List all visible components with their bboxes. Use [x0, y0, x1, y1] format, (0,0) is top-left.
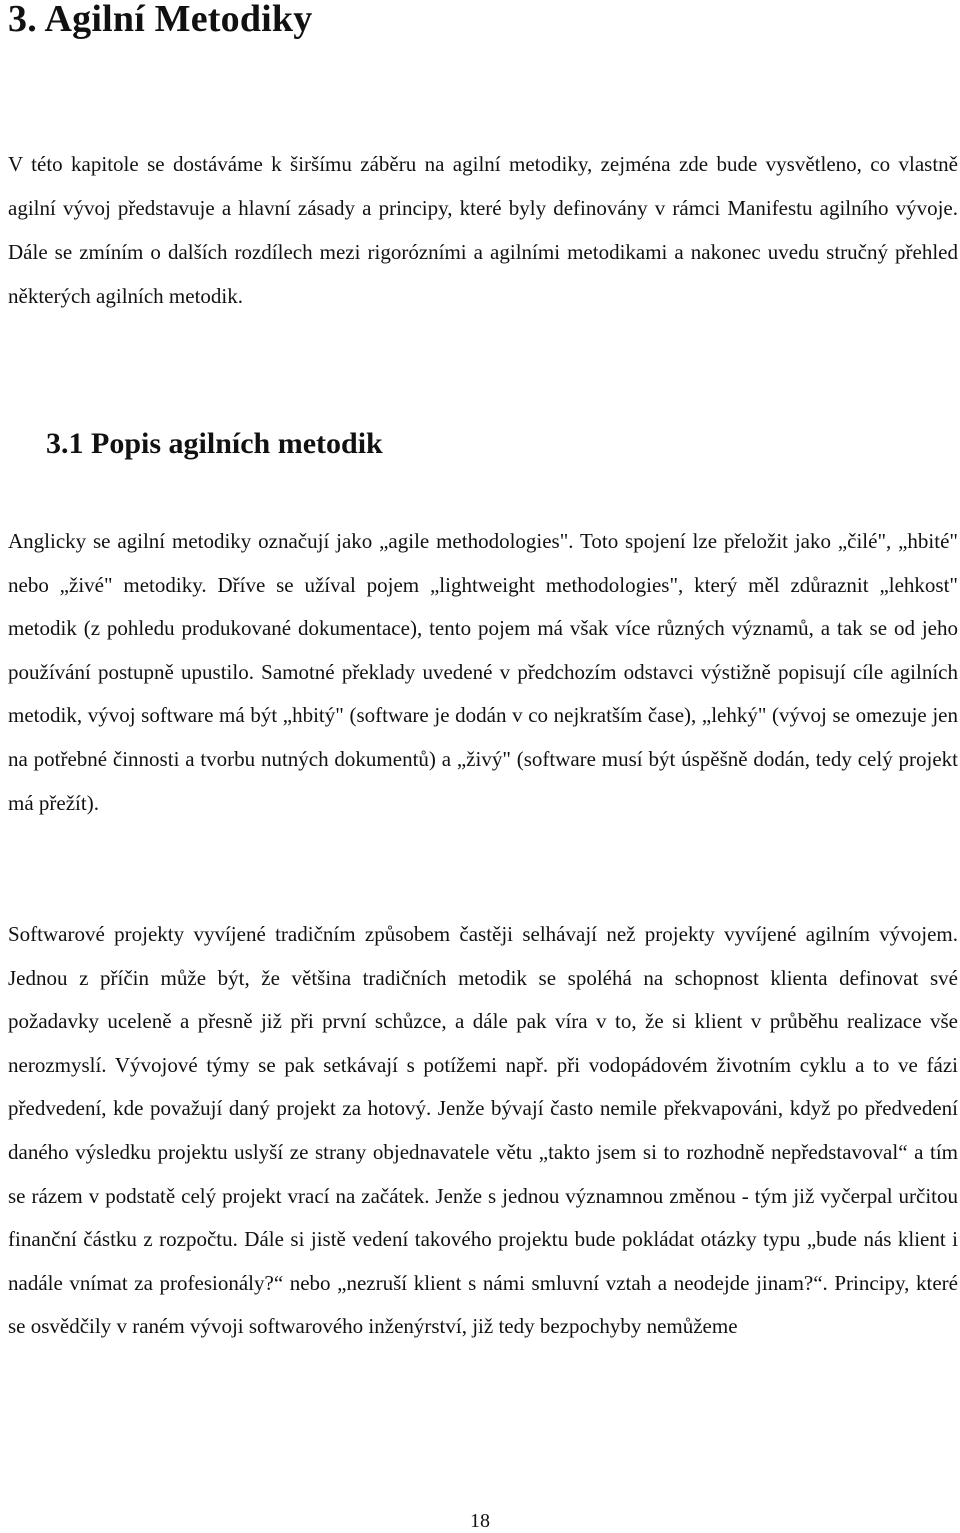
section-paragraph-1 — [8, 520, 958, 825]
page-number: 18 — [470, 1510, 490, 1532]
section-paragraph-2 — [8, 913, 958, 1349]
section-title: 3.1 Popis agilních metodik — [46, 427, 383, 460]
intro-paragraph — [8, 142, 958, 318]
paragraph-text: Anglicky se agilní metodiky označují jako „agile methodologies". Toto spojení lze přeložit jako „čilé", „hbité" nebo „živé" metodiky. Dříve se užíval pojem „lightweight methodologies", který měl zdůraznit „lehkost" metodik (z pohledu produkované dokumentace), tento pojem má však více různých významů, a tak se od jeho používání postupně upustilo. Samotné překlady uvedené v předchozím odstavci výstižně popisují cíle agilních metodik, vývoj software má být „hbitý" (software je dodán v co nejkratším čase), „lehký" (vývoj se omezuje jen na potřebné činnosti a tvorbu nutných dokumentů) a „živý" (software musí být úspěšně dodán, tedy celý projekt má přežít). — [8, 529, 958, 815]
paragraph-text: V této kapitole se dostáváme k širšímu záběru na agilní metodiky, zejména zde bude vysvětleno, co vlastně agilní vývoj představuje a hlavní zásady a principy, které byly definovány v rámci Manifestu agilního vývoje. Dále se zmíním o dalších rozdílech mezi rigorózními a agilními metodikami a nakonec uvedu stručný přehled některých agilních metodik. — [8, 152, 958, 308]
paragraph-text: Softwarové projekty vyvíjené tradičním způsobem častěji selhávají než projekty vyvíjené agilním vývojem. Jednou z příčin může být, že většina tradičních metodik se spoléhá na schopnost klienta definovat své požadavky uceleně a přesně již při první schůzce, a dále pak víra v to, že si klient v průběhu realizace vše nerozmyslí. Vývojové týmy se pak setkávají s potížemi např. při vodopádovém životním cyklu a to ve fázi předvedení, kde považují daný projekt za hotový. Jenže bývají často nemile překvapováni, když po předvedení daného výsledku projektu uslyší ze strany objednavatele větu „takto jsem si to rozhodně nepředstavoval“ a tím se rázem v podstatě celý projekt vrací na začátek. Jenže s jednou významnou změnou - tým již vyčerpal určitou finanční částku z rozpočtu. Dále si jistě vedení takového projektu bude pokládat otázky typu „bude nás klient i nadále vnímat za profesionály?“ nebo „nezruší klient s námi smluvní vztah a neodejde jinam?“. Principy, které se osvědčily v raném vývoji softwarového inženýrství, již tedy bezpochyby nemůžeme — [8, 922, 958, 1339]
chapter-title: 3. Agilní Metodiky — [8, 0, 313, 40]
